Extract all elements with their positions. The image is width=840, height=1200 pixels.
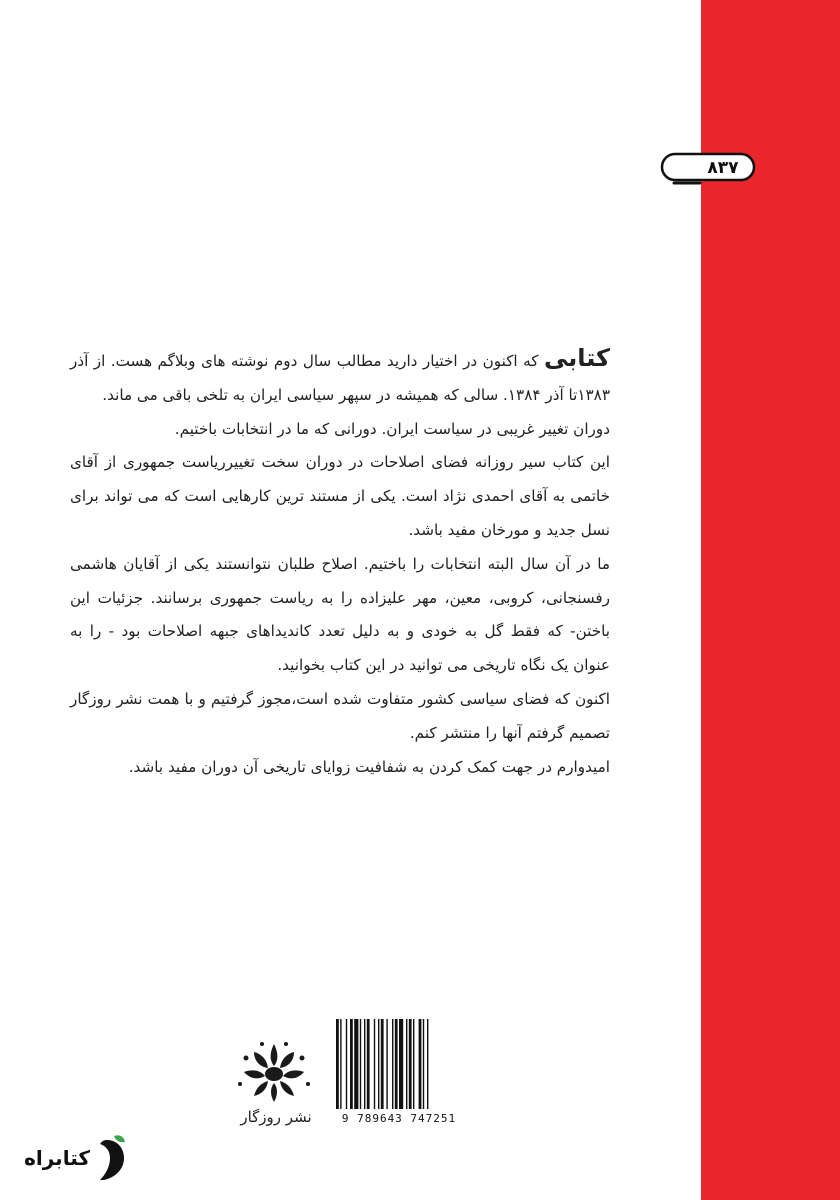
barcode-bar xyxy=(354,1019,358,1109)
publisher-name: نشر روزگار xyxy=(240,1108,312,1126)
paragraph-1-text: که اکنون در اختیار دارید مطالب سال دوم نوشته های وبلاگم هست. از آذر ۱۳۸۳تا آذر ۱۳۸۴. سالی که همیشه در سپهر سیاسی ایران به تلخی باقی می ماند. xyxy=(70,352,610,404)
barcode-bar xyxy=(381,1019,384,1109)
barcode-bar xyxy=(340,1019,341,1109)
barcode-bar xyxy=(386,1019,387,1109)
barcode-bar xyxy=(360,1019,361,1109)
barcode-bar xyxy=(423,1019,424,1109)
isbn-digits: 9 789643 747251 xyxy=(341,1112,457,1125)
barcode-bar xyxy=(427,1019,428,1109)
page-count-number: ۸۳۷ xyxy=(707,158,739,178)
barcode-bar xyxy=(399,1019,403,1109)
barcode-bar xyxy=(374,1019,375,1109)
ketabrah-leaf-logo-icon xyxy=(86,1134,128,1186)
barcode-bar xyxy=(419,1019,422,1109)
barcode-bar xyxy=(409,1019,412,1109)
barcode-bar xyxy=(378,1019,379,1109)
barcode-bar xyxy=(413,1019,414,1109)
barcode-bar xyxy=(392,1019,393,1109)
back-cover-text xyxy=(70,342,610,784)
barcode-bar xyxy=(406,1019,407,1109)
barcode-bar xyxy=(395,1019,398,1109)
barcode-bar xyxy=(336,1019,339,1109)
barcode-bar xyxy=(367,1019,370,1109)
lead-word: کتابی xyxy=(543,344,610,372)
paragraph-3: این کتاب سیر روزانه فضای اصلاحات در دوران سخت تغییرریاست جمهوری از آقای خاتمی به آقای احمدی نژاد است. یکی از مستند ترین کارهایی است که می تواند برای نسل جدید و مورخان مفید باشد. xyxy=(70,453,610,539)
ketabrah-watermark-text: کتابراه xyxy=(24,1146,90,1170)
barcode-bar xyxy=(346,1019,347,1109)
paragraph-4: ما در آن سال البته انتخابات را باختیم. اصلاح طلبان نتوانستند یکی از آقایان هاشمی رفسنجانی، کروبی، معین، مهر علیزاده را به ریاست جمهوری برسانند. جزئیات این باختن- که فقط گل به خودی و به دلیل تعدد کاندیداهای جبهه اصلاحات بود - را به عنوان یک نگاه تاریخی می توانید در این کتاب بخوانید. xyxy=(70,554,610,675)
paragraph-6: امیدوارم در جهت کمک کردن به شفافیت زوایای تاریخی آن دوران مفید باشد. xyxy=(128,757,610,776)
barcode-bar xyxy=(364,1019,365,1109)
rozegar-flower-logo-icon xyxy=(232,1038,316,1104)
paragraph-2: دوران تغییر غریبی در سیاست ایران. دورانی که ما در انتخابات باختیم. xyxy=(174,419,610,438)
paragraph-5: اکنون که فضای سیاسی کشور متفاوت شده است،مجوز گرفتیم و با همت نشر روزگار تصمیم گرفتم آنها را منتشر کنم. xyxy=(70,689,610,742)
barcode-bar xyxy=(350,1019,353,1109)
paragraph-1 xyxy=(70,342,610,413)
